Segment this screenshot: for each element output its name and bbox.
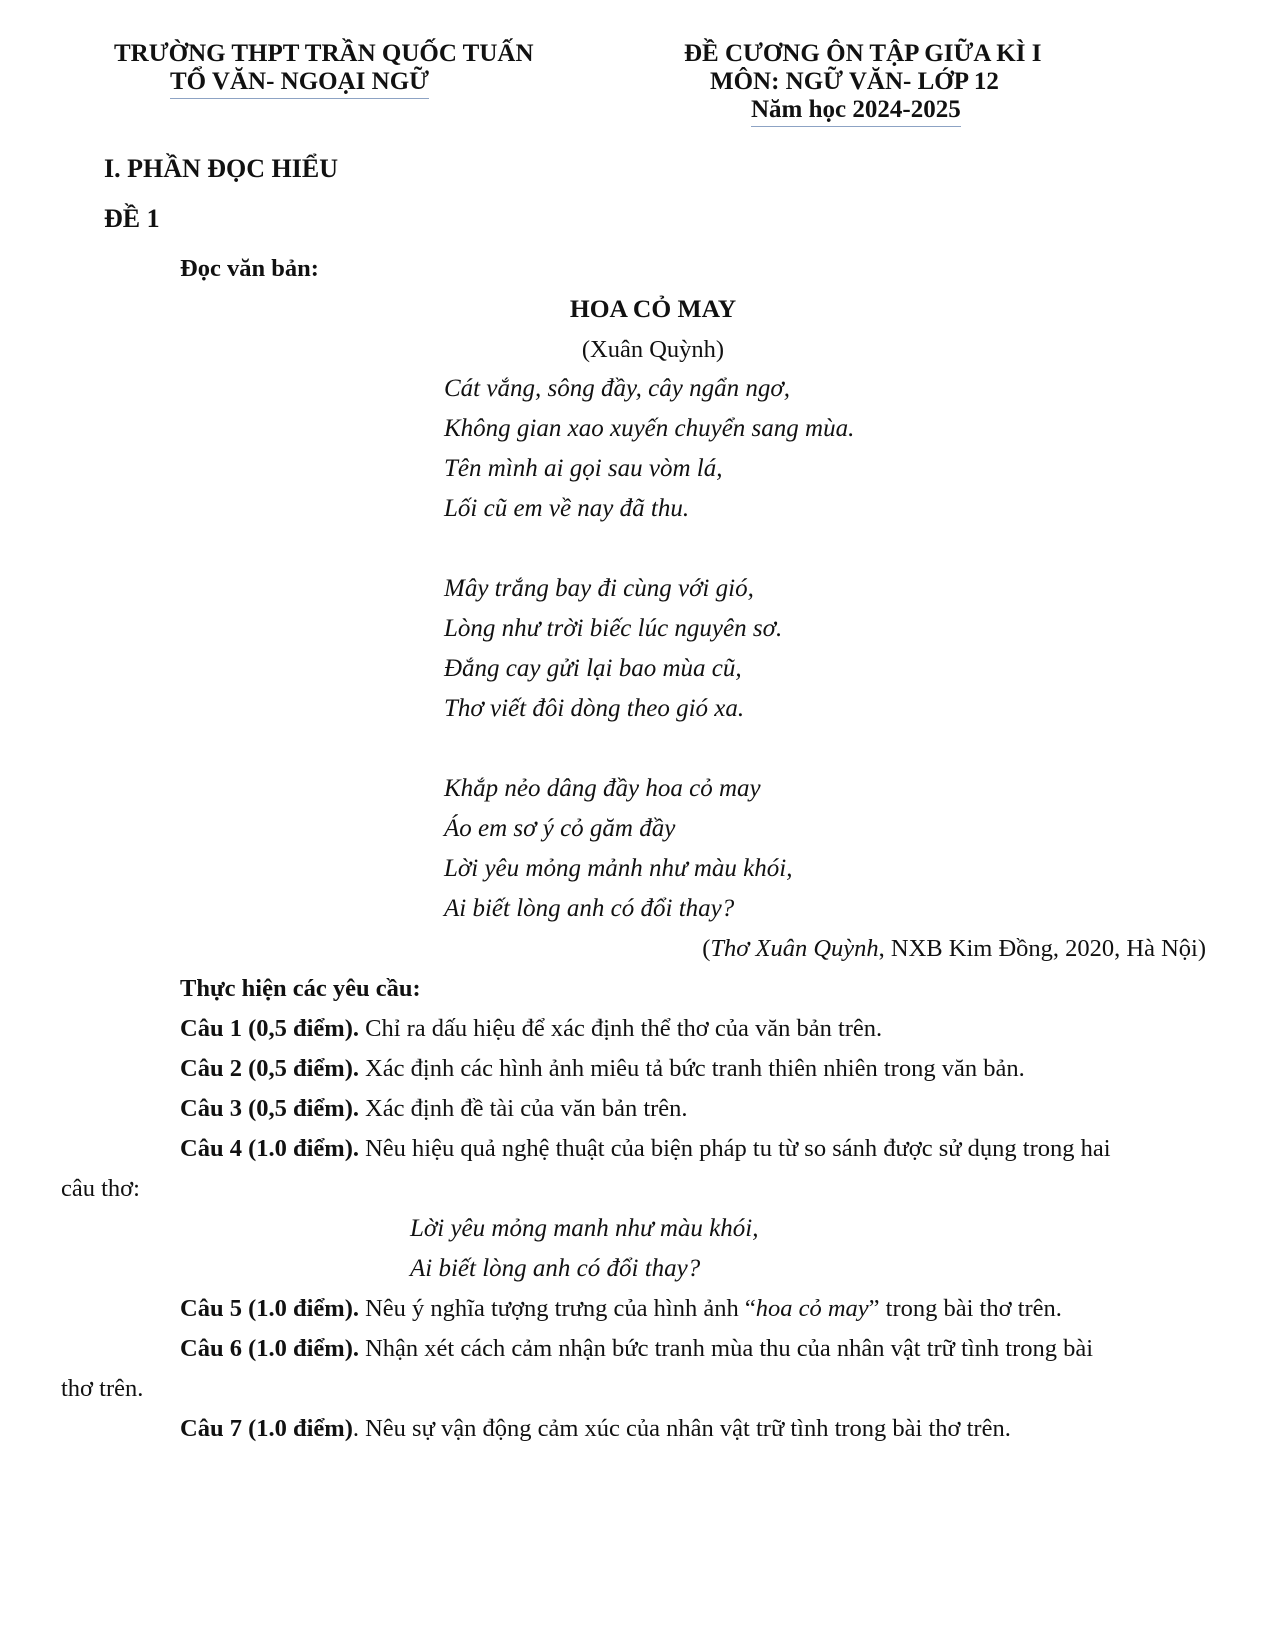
question-5: Câu 5 (1.0 điểm). Nêu ý nghĩa tượng trưng của hình ảnh “hoa cỏ may” trong bài thơ trên. xyxy=(180,1295,1062,1322)
poem-line: Cát vắng, sông đầy, cây ngẩn ngơ, xyxy=(444,375,790,402)
exam-label: ĐỀ 1 xyxy=(104,204,160,233)
subject-line: MÔN: NGỮ VĂN- LỚP 12 xyxy=(710,68,999,95)
question-1: Câu 1 (0,5 điểm). Chỉ ra dấu hiệu để xác định thể thơ của văn bản trên. xyxy=(180,1015,883,1042)
poem-source: (Thơ Xuân Quỳnh, NXB Kim Đồng, 2020, Hà Nội) xyxy=(702,935,1206,962)
poem-line: Lối cũ em về nay đã thu. xyxy=(444,495,690,522)
poem-line: Mây trắng bay đi cùng với gió, xyxy=(444,575,754,602)
question-3: Câu 3 (0,5 điểm). Xác định đề tài của văn bản trên. xyxy=(180,1095,688,1122)
poem-line: Không gian xao xuyến chuyển sang mùa. xyxy=(444,415,855,442)
question-2: Câu 2 (0,5 điểm). Xác định các hình ảnh miêu tả bức tranh thiên nhiên trong văn bản. xyxy=(180,1055,1025,1082)
school-year: Năm học 2024-2025 xyxy=(751,96,961,127)
poem-line: Lời yêu mỏng mảnh như màu khói, xyxy=(444,855,793,882)
source-book-title: Thơ Xuân Quỳnh xyxy=(710,935,879,962)
question-7: Câu 7 (1.0 điểm). Nêu sự vận động cảm xúc của nhân vật trữ tình trong bài thơ trên. xyxy=(180,1415,1011,1442)
poem-author: (Xuân Quỳnh) xyxy=(581,336,725,363)
poem-title: HOA CỎ MAY xyxy=(569,294,737,323)
department-name: TỔ VĂN- NGOẠI NGỮ xyxy=(170,68,429,99)
read-instruction: Đọc văn bản: xyxy=(180,255,319,282)
section-title: I. PHẦN ĐỌC HIỂU xyxy=(104,154,339,183)
poem-line: Thơ viết đôi dòng theo gió xa. xyxy=(444,695,745,722)
school-name: TRƯỜNG THPT TRẦN QUỐC TUẤN xyxy=(114,40,534,67)
poem-line: Đắng cay gửi lại bao mùa cũ, xyxy=(444,655,742,682)
document-title: ĐỀ CƯƠNG ÔN TẬP GIỮA KÌ I xyxy=(684,40,1042,67)
poem-line: Lòng như trời biếc lúc nguyên sơ. xyxy=(444,615,783,642)
poem-line: Tên mình ai gọi sau vòm lá, xyxy=(444,455,723,482)
poem-line: Khắp nẻo dâng đầy hoa cỏ may xyxy=(444,775,761,802)
poem-line: Áo em sơ ý cỏ găm đầy xyxy=(444,815,676,842)
question-4: Câu 4 (1.0 điểm). Nêu hiệu quả nghệ thuật của biện pháp tu từ so sánh được sử dụng trong hai xyxy=(180,1135,1111,1162)
poem-line: Ai biết lòng anh có đổi thay? xyxy=(444,895,735,922)
question-4-continuation: câu thơ: xyxy=(61,1175,140,1202)
quoted-line: Lời yêu mỏng manh như màu khói, xyxy=(410,1215,759,1242)
tasks-heading: Thực hiện các yêu cầu: xyxy=(180,975,421,1002)
question-6: Câu 6 (1.0 điểm). Nhận xét cách cảm nhận bức tranh mùa thu của nhân vật trữ tình trong bài xyxy=(180,1335,1094,1362)
quoted-line: Ai biết lòng anh có đổi thay? xyxy=(410,1255,701,1282)
question-6-continuation: thơ trên. xyxy=(61,1375,144,1402)
